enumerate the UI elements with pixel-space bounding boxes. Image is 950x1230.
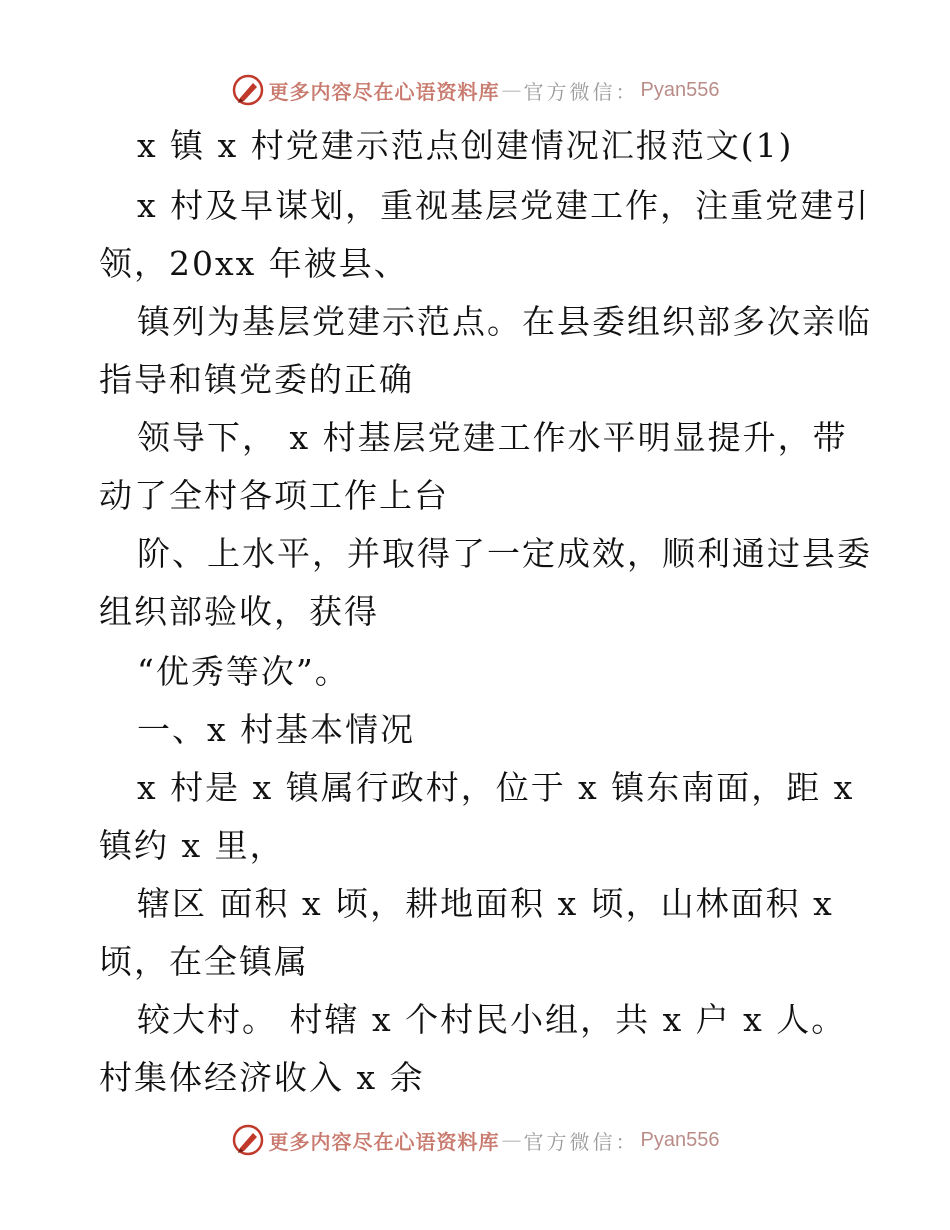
- watermark-official-label: 官方微信：: [523, 1129, 639, 1154]
- paragraph-line: 动了全村各项工作上台: [99, 476, 449, 515]
- document-title: x 镇 x 村党建示范点创建情况汇报范文(1): [137, 126, 794, 165]
- pen-logo-icon: [231, 1123, 265, 1157]
- paragraph-line: 较大村。 村辖 x 个村民小组，共 x 户 x 人。: [137, 1000, 847, 1039]
- paragraph-line: 村集体经济收入 x 余: [99, 1058, 425, 1097]
- watermark-dash: —: [501, 1128, 522, 1152]
- watermark-text: 更多内容尽在心语资料库: [268, 1129, 500, 1154]
- paragraph-line: “优秀等次”。: [137, 652, 350, 691]
- paragraph-line: 顷，在全镇属: [99, 942, 309, 981]
- section-heading: 一、x 村基本情况: [137, 710, 416, 749]
- watermark-official-label: 官方微信：: [523, 79, 639, 104]
- paragraph-line: 领，20xx 年被县、: [99, 244, 409, 283]
- footer-watermark: [0, 1120, 950, 1160]
- paragraph-line: x 村是 x 镇属行政村，位于 x 镇东南面，距 x: [137, 768, 855, 807]
- paragraph-line: 指导和镇党委的正确: [99, 360, 414, 399]
- header-watermark: [0, 70, 950, 110]
- pen-logo-icon: [231, 73, 265, 107]
- paragraph-line: 镇约 x 里，: [99, 826, 285, 865]
- watermark-id: Pyan556: [640, 1128, 720, 1151]
- paragraph-line: x 村及早谋划，重视基层党建工作，注重党建引: [137, 186, 871, 225]
- watermark-dash: —: [501, 78, 522, 102]
- paragraph-line: 领导下， x 村基层党建工作水平明显提升，带: [137, 418, 848, 457]
- paragraph-line: 镇列为基层党建示范点。在县委组织部多次亲临: [137, 302, 872, 341]
- watermark-id: Pyan556: [640, 78, 720, 101]
- watermark-text: 更多内容尽在心语资料库: [268, 79, 500, 104]
- paragraph-line: 阶、上水平，并取得了一定成效，顺利通过县委: [137, 534, 872, 573]
- paragraph-line: 组织部验收，获得: [99, 592, 379, 631]
- paragraph-line: 辖区 面积 x 顷，耕地面积 x 顷，山林面积 x: [137, 884, 834, 923]
